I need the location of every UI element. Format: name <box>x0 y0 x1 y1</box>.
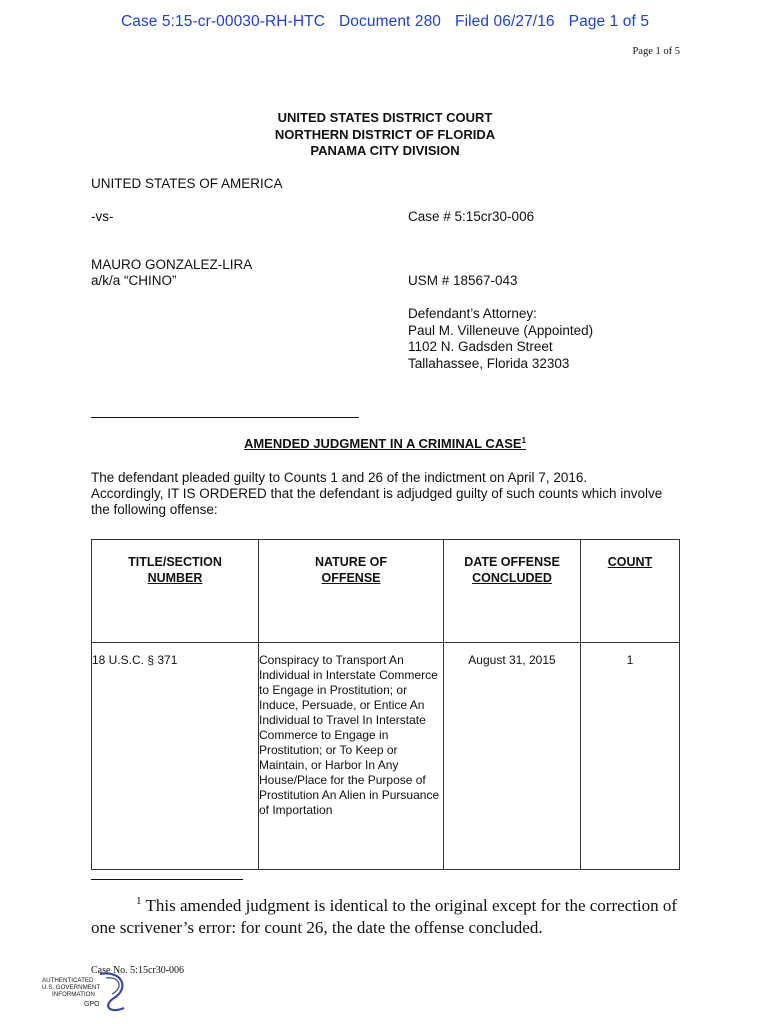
stamp-case: Case 5:15-cr-00030-RH-HTC <box>120 13 325 30</box>
header-count <box>581 540 680 643</box>
attorney-city: Tallahassee, Florida 32303 <box>408 355 570 371</box>
attorney-name: Paul M. Villeneuve (Appointed) <box>408 322 594 338</box>
header-title-section <box>92 540 259 643</box>
signature-line <box>91 417 359 418</box>
header-nature <box>259 540 444 643</box>
seal-line-3: INFORMATION <box>52 991 95 998</box>
footnote-text: This amended judgment is identical to the original except for the correction of one scrivener’s error: for count 26, the date the offense concluded. <box>91 896 678 937</box>
ecf-header-stamp <box>0 13 770 31</box>
footer-case-number: Case No. 5:15cr30-006 <box>91 965 185 976</box>
footnote-number: 1 <box>136 895 142 907</box>
seal-line-2: U.S. GOVERNMENT <box>42 984 101 991</box>
cell-nature: Conspiracy to Transport An Individual in Interstate Commerce to Engage in Prostitution; or Induce, Persuade, or Entice An Individual to Travel In Interstate Commerce to Engage in Prostitution; or To Keep or Maintain, or Harbor In Any House/Place for the Purpose of Prostitution An Alien in Pursuance of Importation <box>259 643 444 870</box>
court-name: UNITED STATES DISTRICT COURT <box>277 110 493 125</box>
attorney-street: 1102 N. Gadsden Street <box>408 339 553 354</box>
plaintiff-name: UNITED STATES OF AMERICA <box>91 176 283 191</box>
header-date <box>444 540 581 643</box>
seal-line-1: AUTHENTICATED <box>42 977 94 984</box>
judgment-title <box>0 436 770 451</box>
versus-label: -vs- <box>91 209 114 224</box>
gpo-seal-logo <box>40 968 135 1016</box>
cell-count: 1 <box>581 643 680 870</box>
intro-paragraph <box>91 470 691 518</box>
attorney-heading: Defendant’s Attorney: <box>408 306 537 321</box>
footnote-divider <box>91 879 243 880</box>
intro-line-3: the following offense: <box>91 502 218 517</box>
case-number: Case # 5:15cr30-006 <box>408 209 535 224</box>
defendant-alias: a/k/a “CHINO” <box>91 273 177 288</box>
intro-line-2: Accordingly, IT IS ORDERED that the defendant is adjudged guilty of such counts which involve <box>91 486 663 501</box>
header-nature-line-1: NATURE OF <box>315 555 387 569</box>
header-date-line-2: CONCLUDED <box>472 571 552 585</box>
judgment-title-text: AMENDED JUDGMENT IN A CRIMINAL CASE <box>243 436 522 451</box>
header-title-line-2: NUMBER <box>147 571 203 585</box>
stamp-document: Document 280 <box>339 13 442 30</box>
attorney-block <box>408 306 593 372</box>
court-heading <box>0 110 770 160</box>
offense-table <box>91 539 680 870</box>
gpo-seal-icon <box>40 968 135 1016</box>
footnote-reference: 1 <box>521 436 527 445</box>
header-nature-line-2: OFFENSE <box>321 571 381 585</box>
table-row <box>92 643 680 870</box>
cell-date: August 31, 2015 <box>444 643 581 870</box>
header-count-label: COUNT <box>607 555 653 569</box>
defendant-name: MAURO GONZALEZ-LIRA <box>91 257 253 272</box>
stamp-page: Page 1 of 5 <box>568 13 650 30</box>
stamp-filed: Filed 06/27/16 <box>455 13 555 30</box>
court-district: NORTHERN DISTRICT OF FLORIDA <box>274 126 496 142</box>
footnote <box>91 890 691 939</box>
page-number: Page 1 of 5 <box>632 46 680 57</box>
cell-title-section: 18 U.S.C. § 371 <box>92 643 259 870</box>
usm-number: USM # 18567-043 <box>408 273 518 288</box>
intro-line-1: The defendant pleaded guilty to Counts 1 and 26 of the indictment on April 7, 2016. <box>91 470 588 485</box>
seal-line-4: GPO <box>84 1001 100 1008</box>
table-header-row <box>92 540 680 643</box>
court-division: PANAMA CITY DIVISION <box>310 143 460 158</box>
header-title-line-1: TITLE/SECTION <box>128 555 222 569</box>
header-date-line-1: DATE OFFENSE <box>464 555 560 569</box>
